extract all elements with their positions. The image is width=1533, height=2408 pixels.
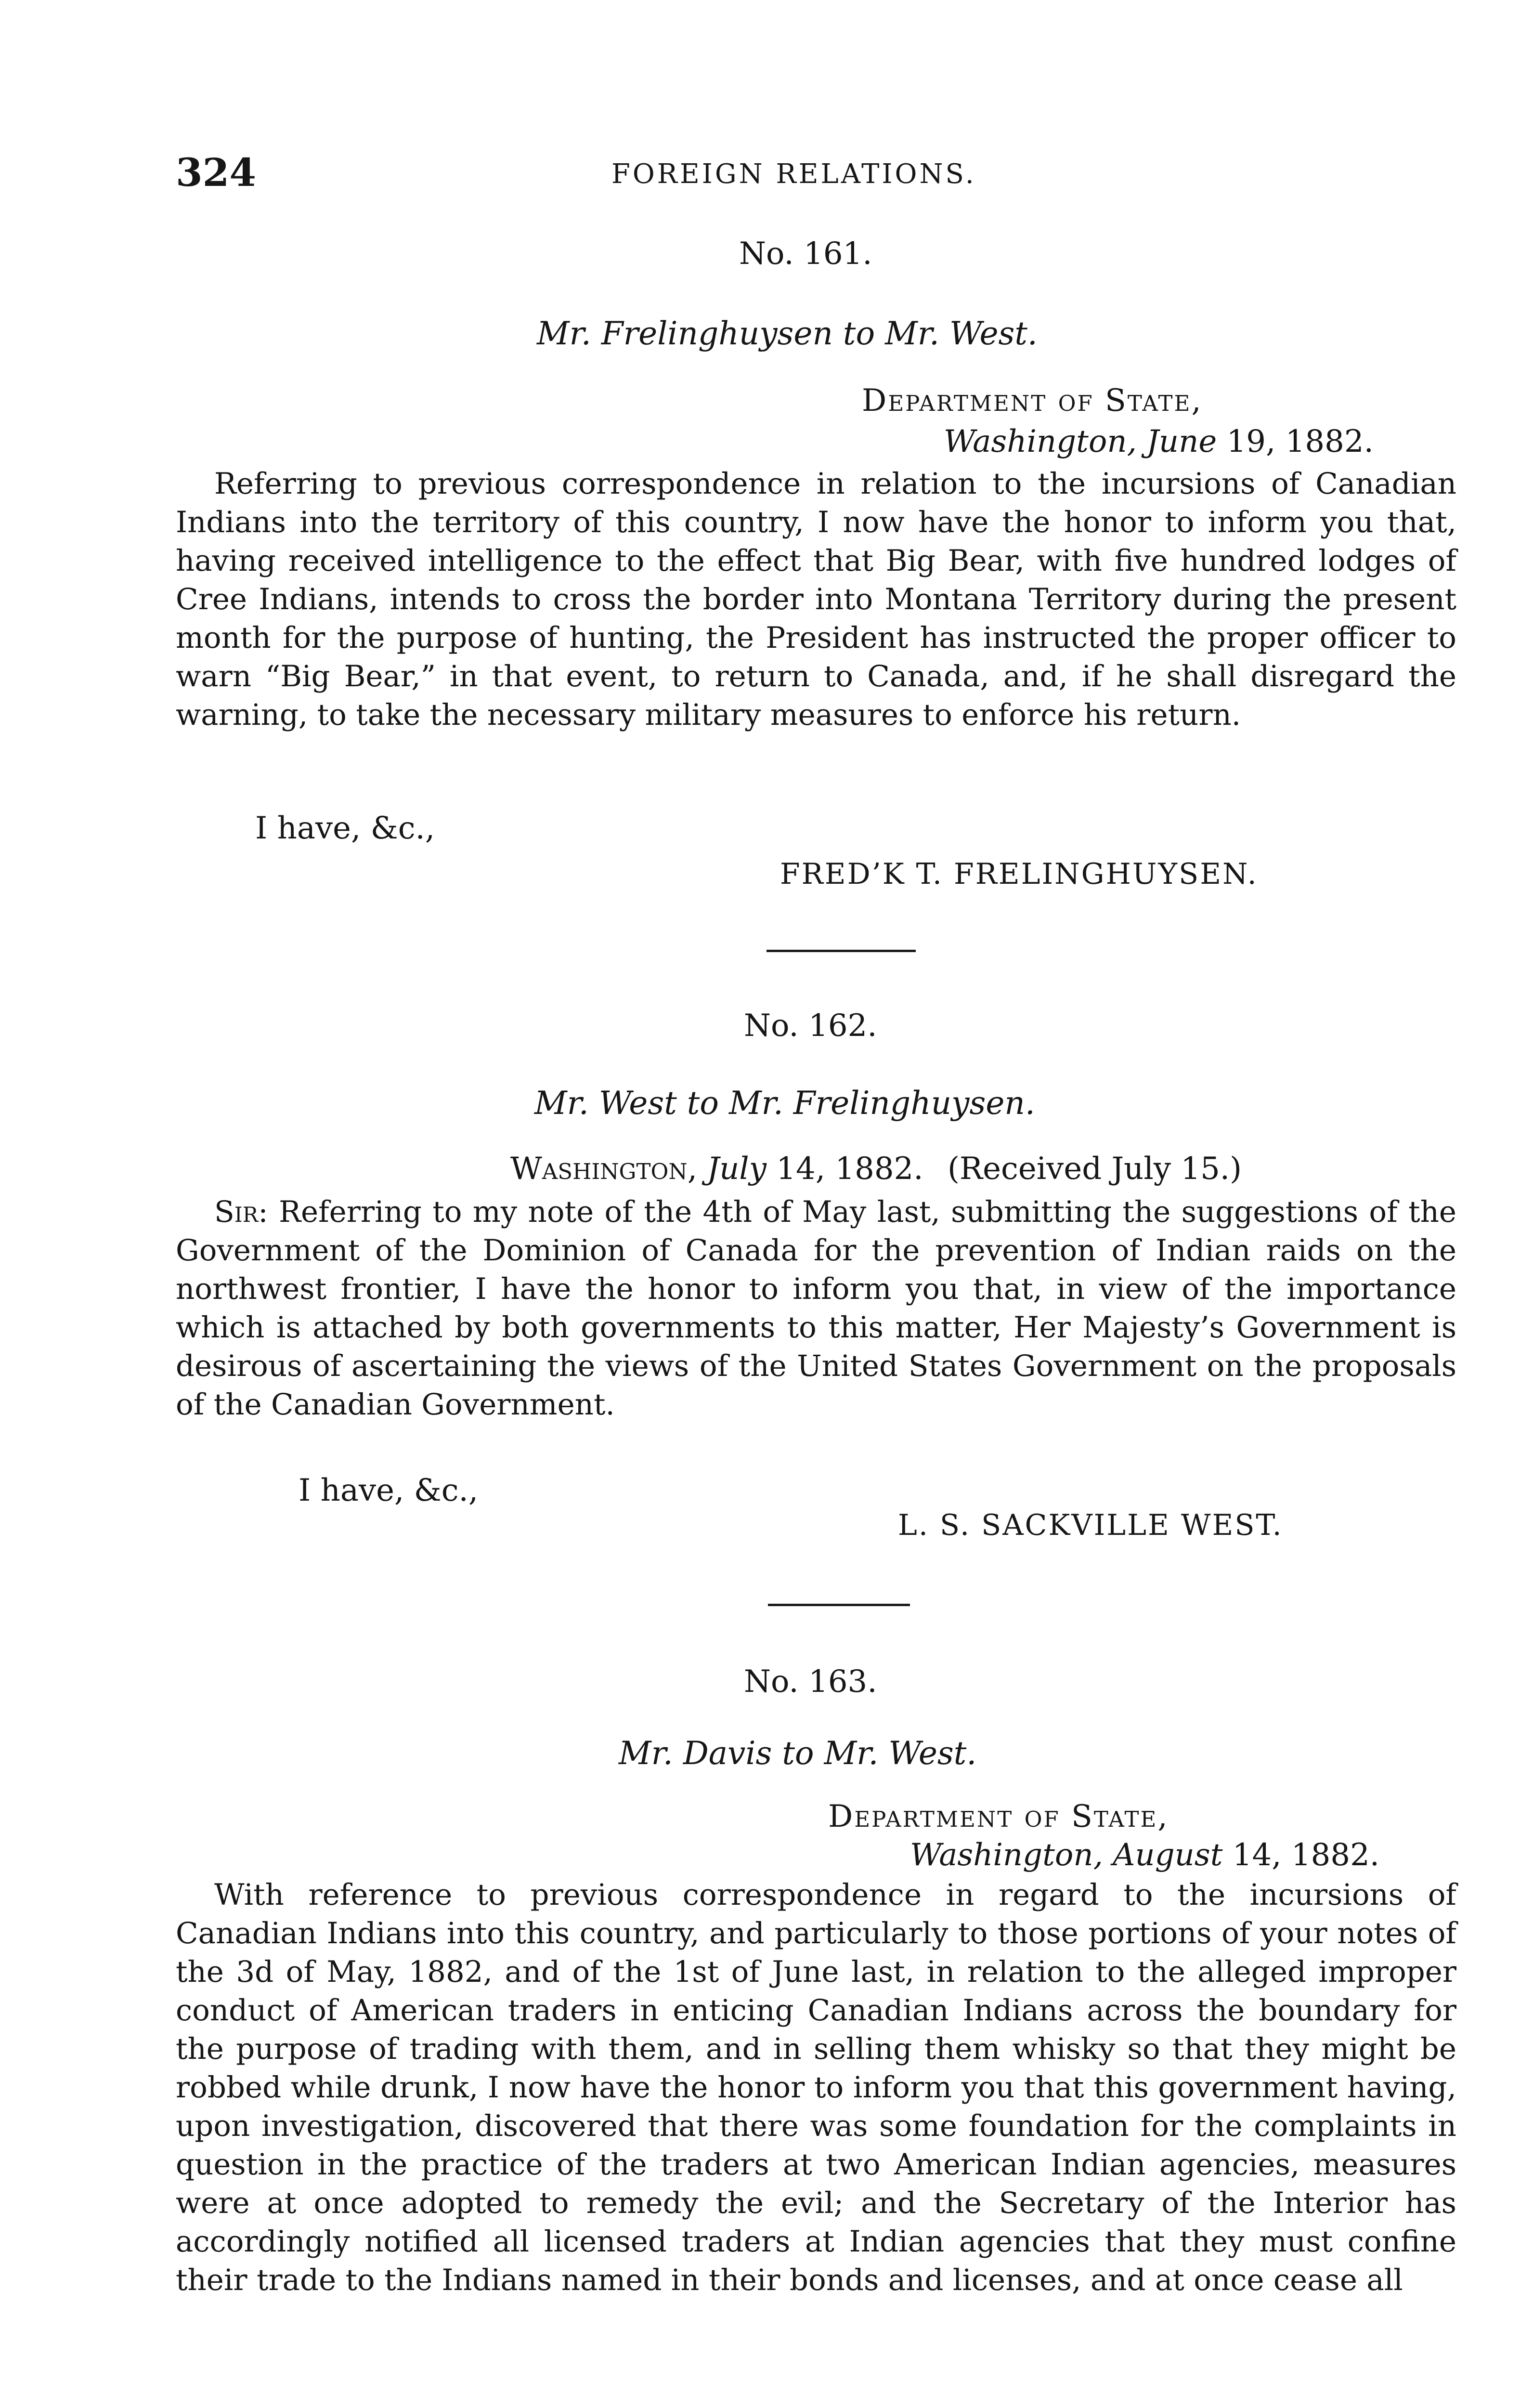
dateline-162	[510, 1151, 1242, 1187]
dateline-day-year: 14, 1882.	[1232, 1837, 1380, 1873]
department-of-state-163: Department of State,	[828, 1799, 1169, 1834]
signature-162: L. S. SACKVILLE WEST.	[898, 1508, 1283, 1542]
dateline-place: Washington,	[910, 1837, 1103, 1873]
letter-body-162	[176, 1193, 1456, 1424]
document-number-163: No. 163.	[744, 1664, 877, 1700]
dateline-day-year: 19, 1882.	[1226, 424, 1374, 459]
document-number-162: No. 162.	[744, 1008, 877, 1044]
department-of-state-161: Department of State,	[862, 383, 1203, 419]
document-caption-163: Mr. Davis to Mr. West.	[619, 1735, 977, 1772]
closing-162: I have, &c.,	[299, 1473, 479, 1508]
dateline-day-year: 14, 1882.	[776, 1151, 923, 1187]
closing-161: I have, &c.,	[255, 811, 435, 846]
dateline-place: Washington,	[944, 424, 1137, 459]
salutation: Sir:	[214, 1195, 268, 1229]
running-header-title: FOREIGN RELATIONS.	[611, 158, 976, 190]
dateline-month: July	[707, 1151, 766, 1187]
document-number-161: No. 161.	[739, 236, 872, 272]
section-divider	[766, 950, 916, 952]
received-date: (Received July 15.)	[947, 1151, 1242, 1187]
dateline-163	[910, 1837, 1380, 1873]
dateline-place: Washington,	[510, 1151, 698, 1187]
section-divider	[768, 1604, 910, 1606]
dateline-month: August	[1113, 1837, 1223, 1873]
page-number: 324	[176, 150, 256, 195]
letter-body-163: With reference to previous correspondence in regard to the incursions of Canadian Indians into this country, and particularly to those portions of your notes of the 3d of May, 1882, and of the 1st of June last, in relation to the alleged improper conduct of American traders in enticing Canadian Indians across the boundary for the purpose of trading with them, and in selling them whisky so that they might be robbed while drunk, I now have the honor to inform you that this government having, upon investigation, discovered that there was some foundation for the complaints in question in the practice of the traders at two American Indian agencies, measures were at once adopted to remedy the evil; and the Secretary of the Interior has accordingly notified all licensed traders at Indian agencies that they must confine their trade to the Indians named in their bonds and licenses, and at once cease all	[176, 1878, 1456, 2297]
signature-161: FRED’K T. FRELINGHUYSEN.	[780, 857, 1258, 891]
dateline-month: June	[1146, 424, 1217, 459]
document-caption-161: Mr. Frelinghuysen to Mr. West.	[537, 315, 1038, 352]
letter-body-text-162: Referring to my note of the 4th of May last, submitting the suggestions of the Government of the Dominion of Canada for the prevention of Indian raids on the northwest frontier, I have the honor to inform you that, in view of the importance which is attached by both governments to this matter, Her Majesty’s Government is desirous of ascertaining the views of the United States Government on the proposals of the Canadian Government.	[176, 1195, 1456, 1422]
dateline-161	[944, 426, 1374, 457]
document-caption-162: Mr. West to Mr. Frelinghuysen.	[534, 1085, 1035, 1122]
letter-body-161: Referring to previous correspondence in relation to the incursions of Canadian Indians into the territory of this country, I now have the honor to inform you that, having received intelligence to the effect that Big Bear, with five hundred lodges of Cree Indians, intends to cross the border into Montana Territory during the present month for the purpose of hunting, the President has instructed the proper officer to warn “Big Bear,” in that event, to return to Canada, and, if he shall disregard the warning, to take the necessary military measures to enforce his return.	[176, 467, 1456, 732]
